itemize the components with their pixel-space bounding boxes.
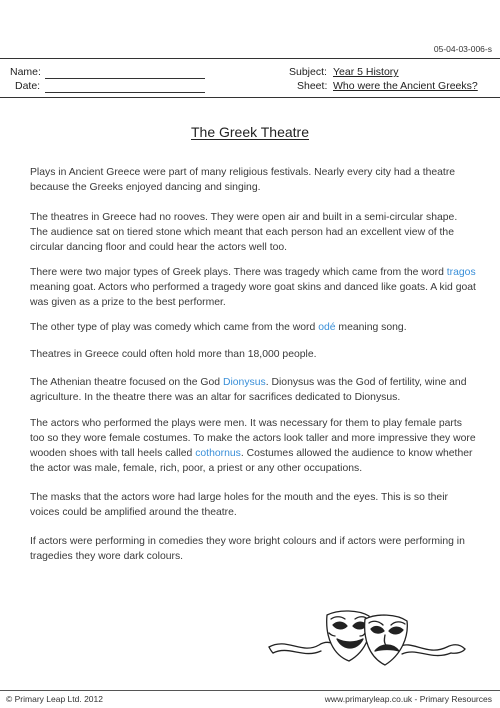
name-label: Name: xyxy=(10,66,41,78)
sheet-value: Who were the Ancient Greeks? xyxy=(333,80,478,92)
paragraph-dionysus-text-a: The Athenian theatre focused on the God xyxy=(30,377,223,388)
paragraph-comedy xyxy=(30,320,476,335)
document-code: 05-04-03-006-s xyxy=(433,44,492,54)
term-tragos: tragos xyxy=(446,267,476,278)
paragraph-dionysus xyxy=(30,375,476,405)
paragraph-tragedy-text-b: meaning goat. Actors who performed a tragedy wore goat skins and danced like goats. A kid goat was given as a prize to the best performer. xyxy=(30,282,476,308)
theatre-masks-icon xyxy=(267,607,467,672)
paragraph-festivals: Plays in Ancient Greece were part of many religious festivals. Nearly every city had a theatre because the Greeks enjoyed dancing and singing. xyxy=(30,167,456,193)
paragraph-dionysus-text-b: . Dionysus was the God of fertility, wine and agriculture. In the theatre there was an altar for sacrifices dedicated to Dionysus. xyxy=(30,377,467,403)
date-field[interactable] xyxy=(45,92,205,93)
date-label: Date: xyxy=(15,80,41,92)
paragraph-actors-text-b: . Costumes allowed the audience to know whether the actor was male, female, rich, poor, a priest or any other occupations. xyxy=(30,448,473,474)
term-ode: odé xyxy=(318,322,336,333)
paragraph-tragedy xyxy=(30,265,476,310)
footer-rule xyxy=(0,690,500,691)
paragraph-tragedy-text-a: There were two major types of Greek plays. There was tragedy which came from the word xyxy=(30,267,447,278)
paragraph-actors xyxy=(30,416,476,476)
term-cothornus: cothornus xyxy=(195,448,241,459)
name-field[interactable] xyxy=(45,78,205,79)
header-bottom-rule xyxy=(0,97,500,98)
header-top-rule xyxy=(0,58,500,59)
paragraph-colours: If actors were performing in comedies they wore bright colours and if actors were performing in tragedies they wore dark colours. xyxy=(30,536,465,562)
sheet-label: Sheet: xyxy=(297,80,328,92)
paragraph-actors-text-a: The actors who performed the plays were men. It was necessary for them to play female parts too so they wore female costumes. To make the actors look taller and more impressive they wore wooden shoes with tall heels called xyxy=(30,418,476,459)
subject-value: Year 5 History xyxy=(333,66,399,78)
term-dionysus: Dionysus xyxy=(222,377,266,388)
paragraph-masks: The masks that the actors wore had large holes for the mouth and the eyes. This is so their voices could be amplified around the theatre. xyxy=(30,492,448,518)
paragraph-comedy-text-a: The other type of play was comedy which came from the word xyxy=(30,322,319,333)
page-title: The Greek Theatre xyxy=(190,124,310,140)
paragraph-capacity: Theatres in Greece could often hold more than 18,000 people. xyxy=(30,349,317,360)
footer-website: www.primaryleap.co.uk - Primary Resources xyxy=(324,694,492,704)
paragraph-comedy-text-b: meaning song. xyxy=(335,322,407,333)
subject-label: Subject: xyxy=(289,66,327,78)
footer-copyright: © Primary Leap Ltd. 2012 xyxy=(6,694,103,704)
paragraph-theatres: The theatres in Greece had no rooves. They were open air and built in a semi-circular shape. The audience sat on tiered stone which meant that each person had an excellent view of the circular dancing floor and could hear the actors well too. xyxy=(30,212,458,253)
